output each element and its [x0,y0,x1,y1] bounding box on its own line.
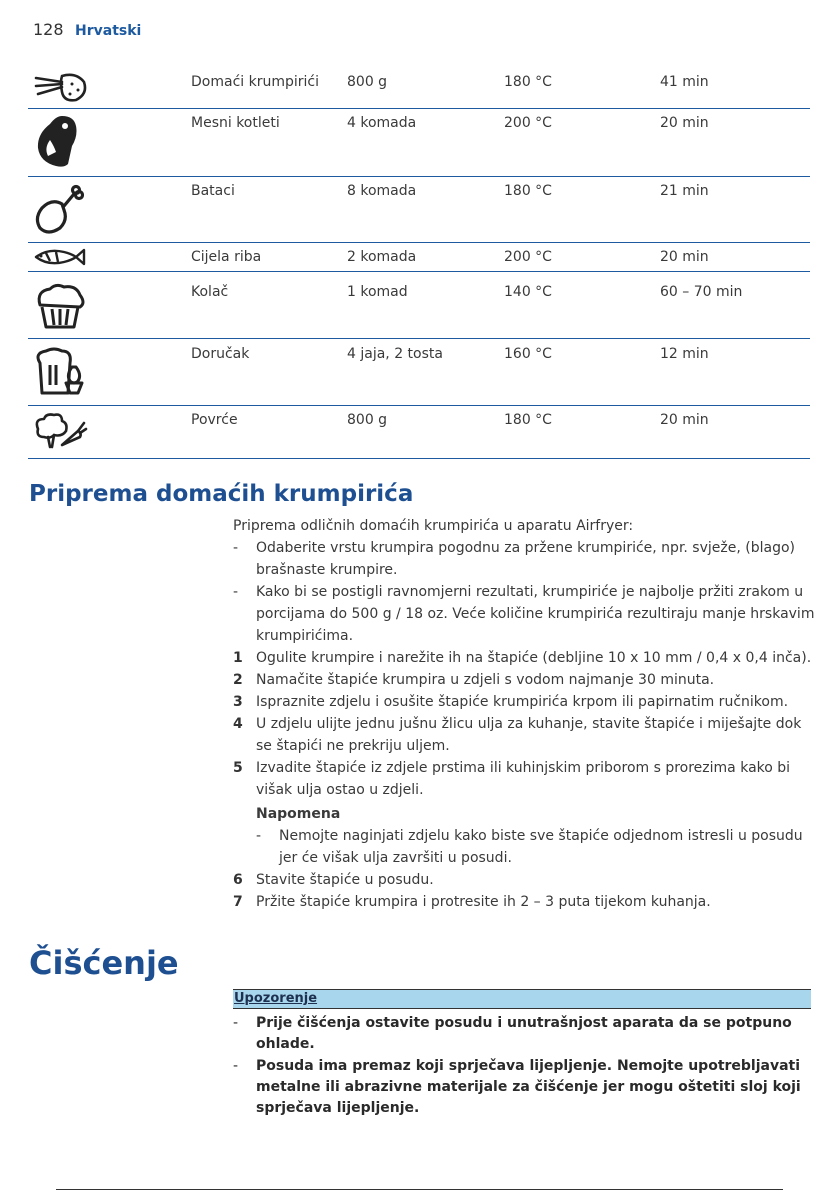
food-amount: 4 jaja, 2 tosta [347,346,443,362]
food-temperature: 140 °C [504,284,552,300]
food-amount: 800 g [347,412,388,428]
drumstick-icon [32,182,84,238]
food-time: 12 min [660,346,709,362]
food-time: 41 min [660,74,709,90]
step-item: 4 U zdjelu ulijte jednu jušnu žlicu ulja za kuhanje, stavite štapiće i miješajte dok se štapići ne prekriju uljem. [233,716,802,754]
toast-egg-icon [32,347,84,397]
table-row [28,242,810,272]
warning-box [233,989,811,1119]
food-name: Povrće [191,412,238,428]
food-amount: 2 komada [347,249,417,265]
vegetables-icon [32,411,88,451]
warning-item: - Posuda ima premaz koji sprječava lijepljenje. Nemojte upotrebljavati metalne ili abrazivne materijale za čišćenje jer mogu oštetiti sloj koji sprječava lijepljenje. [233,1058,801,1116]
table-row [28,60,810,109]
table-row [28,405,810,459]
step-item: 5 Izvadite štapiće iz zdjele prstima ili kuhinjskim priborom s prorezima kako bi višak ulja ostao u zdjeli. [233,760,791,798]
warning-label: Upozorenje [234,991,318,1006]
warning-item: - Prije čišćenja ostavite posudu i unutrašnjost aparata da se potpuno ohlade. [233,1015,792,1052]
muffin-icon [32,281,88,331]
table-row [28,108,810,177]
step-item: 7 Pržite štapiće krumpira i protresite ih 2 – 3 puta tijekom kuhanja. [233,894,711,910]
bullet-marker: - [233,1015,239,1031]
fish-icon [32,246,88,268]
table-row [28,176,810,243]
warning-bar [233,989,811,1009]
food-time: 20 min [660,412,709,428]
food-name: Domaći krumpirići [191,74,319,90]
food-name: Bataci [191,183,235,199]
food-time: 20 min [660,249,709,265]
food-amount: 800 g [347,74,388,90]
step-item: 6 Stavite štapiće u posudu. [233,872,434,888]
list-item: - Kako bi se postigli ravnomjerni rezultati, krumpiriće je najbolje pržiti zrakom u porcijama do 500 g / 18 oz. Veće količine krumpirića rezultiraju manje hrskavim krumpirićima. [233,581,818,647]
bullet-marker: - [233,584,239,600]
list-item: - Odaberite vrstu krumpira pogodnu za pržene krumpiriće, npr. svježe, (blago) brašnaste krumpire. [233,537,818,581]
step-item: 2 Namačite štapiće krumpira u zdjeli s vodom najmanje 30 minuta. [233,672,715,688]
food-time: 60 – 70 min [660,284,743,300]
food-name: Kolač [191,284,229,300]
table-row [28,338,810,406]
note-title: Napomena [256,806,341,822]
fries-section-body [233,515,818,913]
step-item: 3 Ispraznite zdjelu i osušite štapiće krumpirića krpom ili papirnatim ručnikom. [233,694,789,710]
page-number: 128 [33,20,64,39]
food-name: Cijela riba [191,249,262,265]
table-row [28,271,810,339]
food-amount: 1 komad [347,284,408,300]
language-label: Hrvatski [75,23,142,39]
fries-potato-icon [32,70,88,104]
food-amount: 4 komada [347,115,417,131]
food-temperature: 160 °C [504,346,552,362]
food-temperature: 200 °C [504,249,552,265]
fries-intro: Priprema odličnih domaćih krumpirića u aparatu Airfryer: [233,518,634,534]
footer-rule [56,1189,783,1190]
bullet-marker: - [256,828,262,844]
bullet-marker: - [233,540,239,556]
food-time: 20 min [660,115,709,131]
food-temperature: 200 °C [504,115,552,131]
food-temperature: 180 °C [504,412,552,428]
step-item: 1 Ogulite krumpire i narežite ih na štapiće (debljine 10 x 10 mm / 0,4 x 0,4 inča). [233,650,812,666]
food-name: Doručak [191,346,250,362]
food-name: Mesni kotleti [191,115,280,131]
fries-section-heading: Priprema domaćih krumpirića [29,481,414,507]
meat-chop-icon [32,112,82,170]
food-amount: 8 komada [347,183,417,199]
food-temperature: 180 °C [504,74,552,90]
cleaning-section-heading: Čišćenje [29,944,179,982]
food-temperature: 180 °C [504,183,552,199]
bullet-marker: - [233,1058,239,1074]
food-time: 21 min [660,183,709,199]
note-item: - Nemojte naginjati zdjelu kako biste sve štapiće odjednom istresli u posudu jer će višak ulja završiti u posudi. [233,825,818,869]
